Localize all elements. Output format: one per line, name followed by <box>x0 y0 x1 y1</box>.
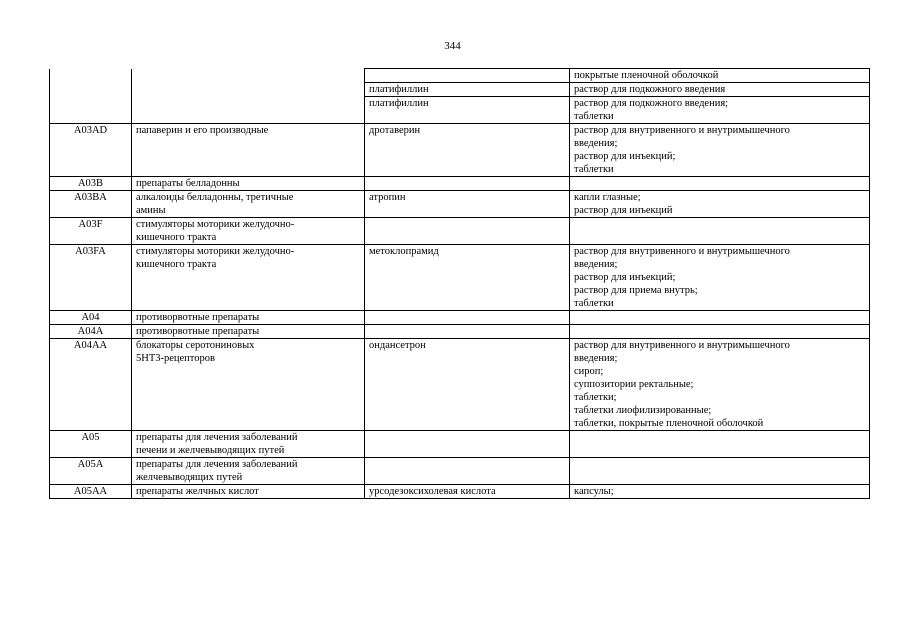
drug-name-cell: дротаверин <box>365 124 570 177</box>
atc-code-cell: A03B <box>50 177 132 191</box>
dosage-forms-cell <box>570 431 870 458</box>
dosage-forms-cell: раствор для подкожного введения; таблетки <box>570 97 870 124</box>
table-row <box>50 431 870 458</box>
pharmacological-group-cell: блокаторы серотониновых 5HT3-рецепторов <box>132 339 365 431</box>
dosage-forms-cell <box>570 177 870 191</box>
drug-name-cell: платифиллин <box>365 97 570 124</box>
dosage-forms-cell <box>570 311 870 325</box>
atc-code-cell: A04A <box>50 325 132 339</box>
pharmacological-group-cell <box>132 97 365 124</box>
drug-name-cell: урсодезоксихолевая кислота <box>365 485 570 499</box>
dosage-forms-cell: раствор для внутривенного и внутримышечного введения; сироп; суппозитории ректальные; таблетки; таблетки лиофилизированные; таблетки, покрытые пленочной оболочкой <box>570 339 870 431</box>
atc-code-cell <box>50 97 132 124</box>
drug-table <box>49 68 870 499</box>
atc-code-cell: A05 <box>50 431 132 458</box>
page-number: 344 <box>444 40 461 52</box>
atc-code-cell: A05A <box>50 458 132 485</box>
drug-name-cell: метоклопрамид <box>365 245 570 311</box>
table-row <box>50 485 870 499</box>
table-row <box>50 191 870 218</box>
atc-code-cell: A05AA <box>50 485 132 499</box>
pharmacological-group-cell: препараты для лечения заболеваний желчевыводящих путей <box>132 458 365 485</box>
dosage-forms-cell <box>570 218 870 245</box>
pharmacological-group-cell: противорвотные препараты <box>132 325 365 339</box>
table-row <box>50 218 870 245</box>
drug-name-cell <box>365 218 570 245</box>
atc-code-cell: A03F <box>50 218 132 245</box>
dosage-forms-cell: раствор для внутривенного и внутримышечного введения; раствор для инъекций; таблетки <box>570 124 870 177</box>
table-row <box>50 97 870 124</box>
atc-code-cell <box>50 69 132 83</box>
pharmacological-group-cell: препараты для лечения заболеваний печени и желчевыводящих путей <box>132 431 365 458</box>
table-row <box>50 325 870 339</box>
pharmacological-group-cell: препараты белладонны <box>132 177 365 191</box>
table-row <box>50 311 870 325</box>
atc-code-cell: A04AA <box>50 339 132 431</box>
table-row <box>50 124 870 177</box>
pharmacological-group-cell: алкалоиды белладонны, третичные амины <box>132 191 365 218</box>
dosage-forms-cell: капсулы; <box>570 485 870 499</box>
table-row <box>50 245 870 311</box>
dosage-forms-cell: покрытые пленочной оболочкой <box>570 69 870 83</box>
atc-code-cell: A03FA <box>50 245 132 311</box>
dosage-forms-cell: капли глазные; раствор для инъекций <box>570 191 870 218</box>
pharmacological-group-cell: противорвотные препараты <box>132 311 365 325</box>
pharmacological-group-cell: папаверин и его производные <box>132 124 365 177</box>
drug-name-cell: атропин <box>365 191 570 218</box>
dosage-forms-cell <box>570 325 870 339</box>
drug-name-cell <box>365 458 570 485</box>
drug-name-cell <box>365 325 570 339</box>
atc-code-cell: A04 <box>50 311 132 325</box>
pharmacological-group-cell: препараты желчных кислот <box>132 485 365 499</box>
drug-name-cell <box>365 177 570 191</box>
pharmacological-group-cell <box>132 83 365 97</box>
drug-name-cell <box>365 311 570 325</box>
table-body <box>50 69 870 499</box>
drug-name-cell: ондансетрон <box>365 339 570 431</box>
dosage-forms-cell: раствор для внутривенного и внутримышечного введения; раствор для инъекций; раствор для приема внутрь; таблетки <box>570 245 870 311</box>
drug-name-cell: платифиллин <box>365 83 570 97</box>
atc-code-cell: A03AD <box>50 124 132 177</box>
table-row <box>50 339 870 431</box>
drug-name-cell <box>365 431 570 458</box>
dosage-forms-cell <box>570 458 870 485</box>
atc-code-cell: A03BA <box>50 191 132 218</box>
atc-code-cell <box>50 83 132 97</box>
table-row <box>50 83 870 97</box>
table-row <box>50 458 870 485</box>
drug-name-cell <box>365 69 570 83</box>
table-row <box>50 177 870 191</box>
pharmacological-group-cell: стимуляторы моторики желудочно- кишечного тракта <box>132 218 365 245</box>
pharmacological-group-cell <box>132 69 365 83</box>
dosage-forms-cell: раствор для подкожного введения <box>570 83 870 97</box>
pharmacological-group-cell: стимуляторы моторики желудочно- кишечного тракта <box>132 245 365 311</box>
table-row <box>50 69 870 83</box>
